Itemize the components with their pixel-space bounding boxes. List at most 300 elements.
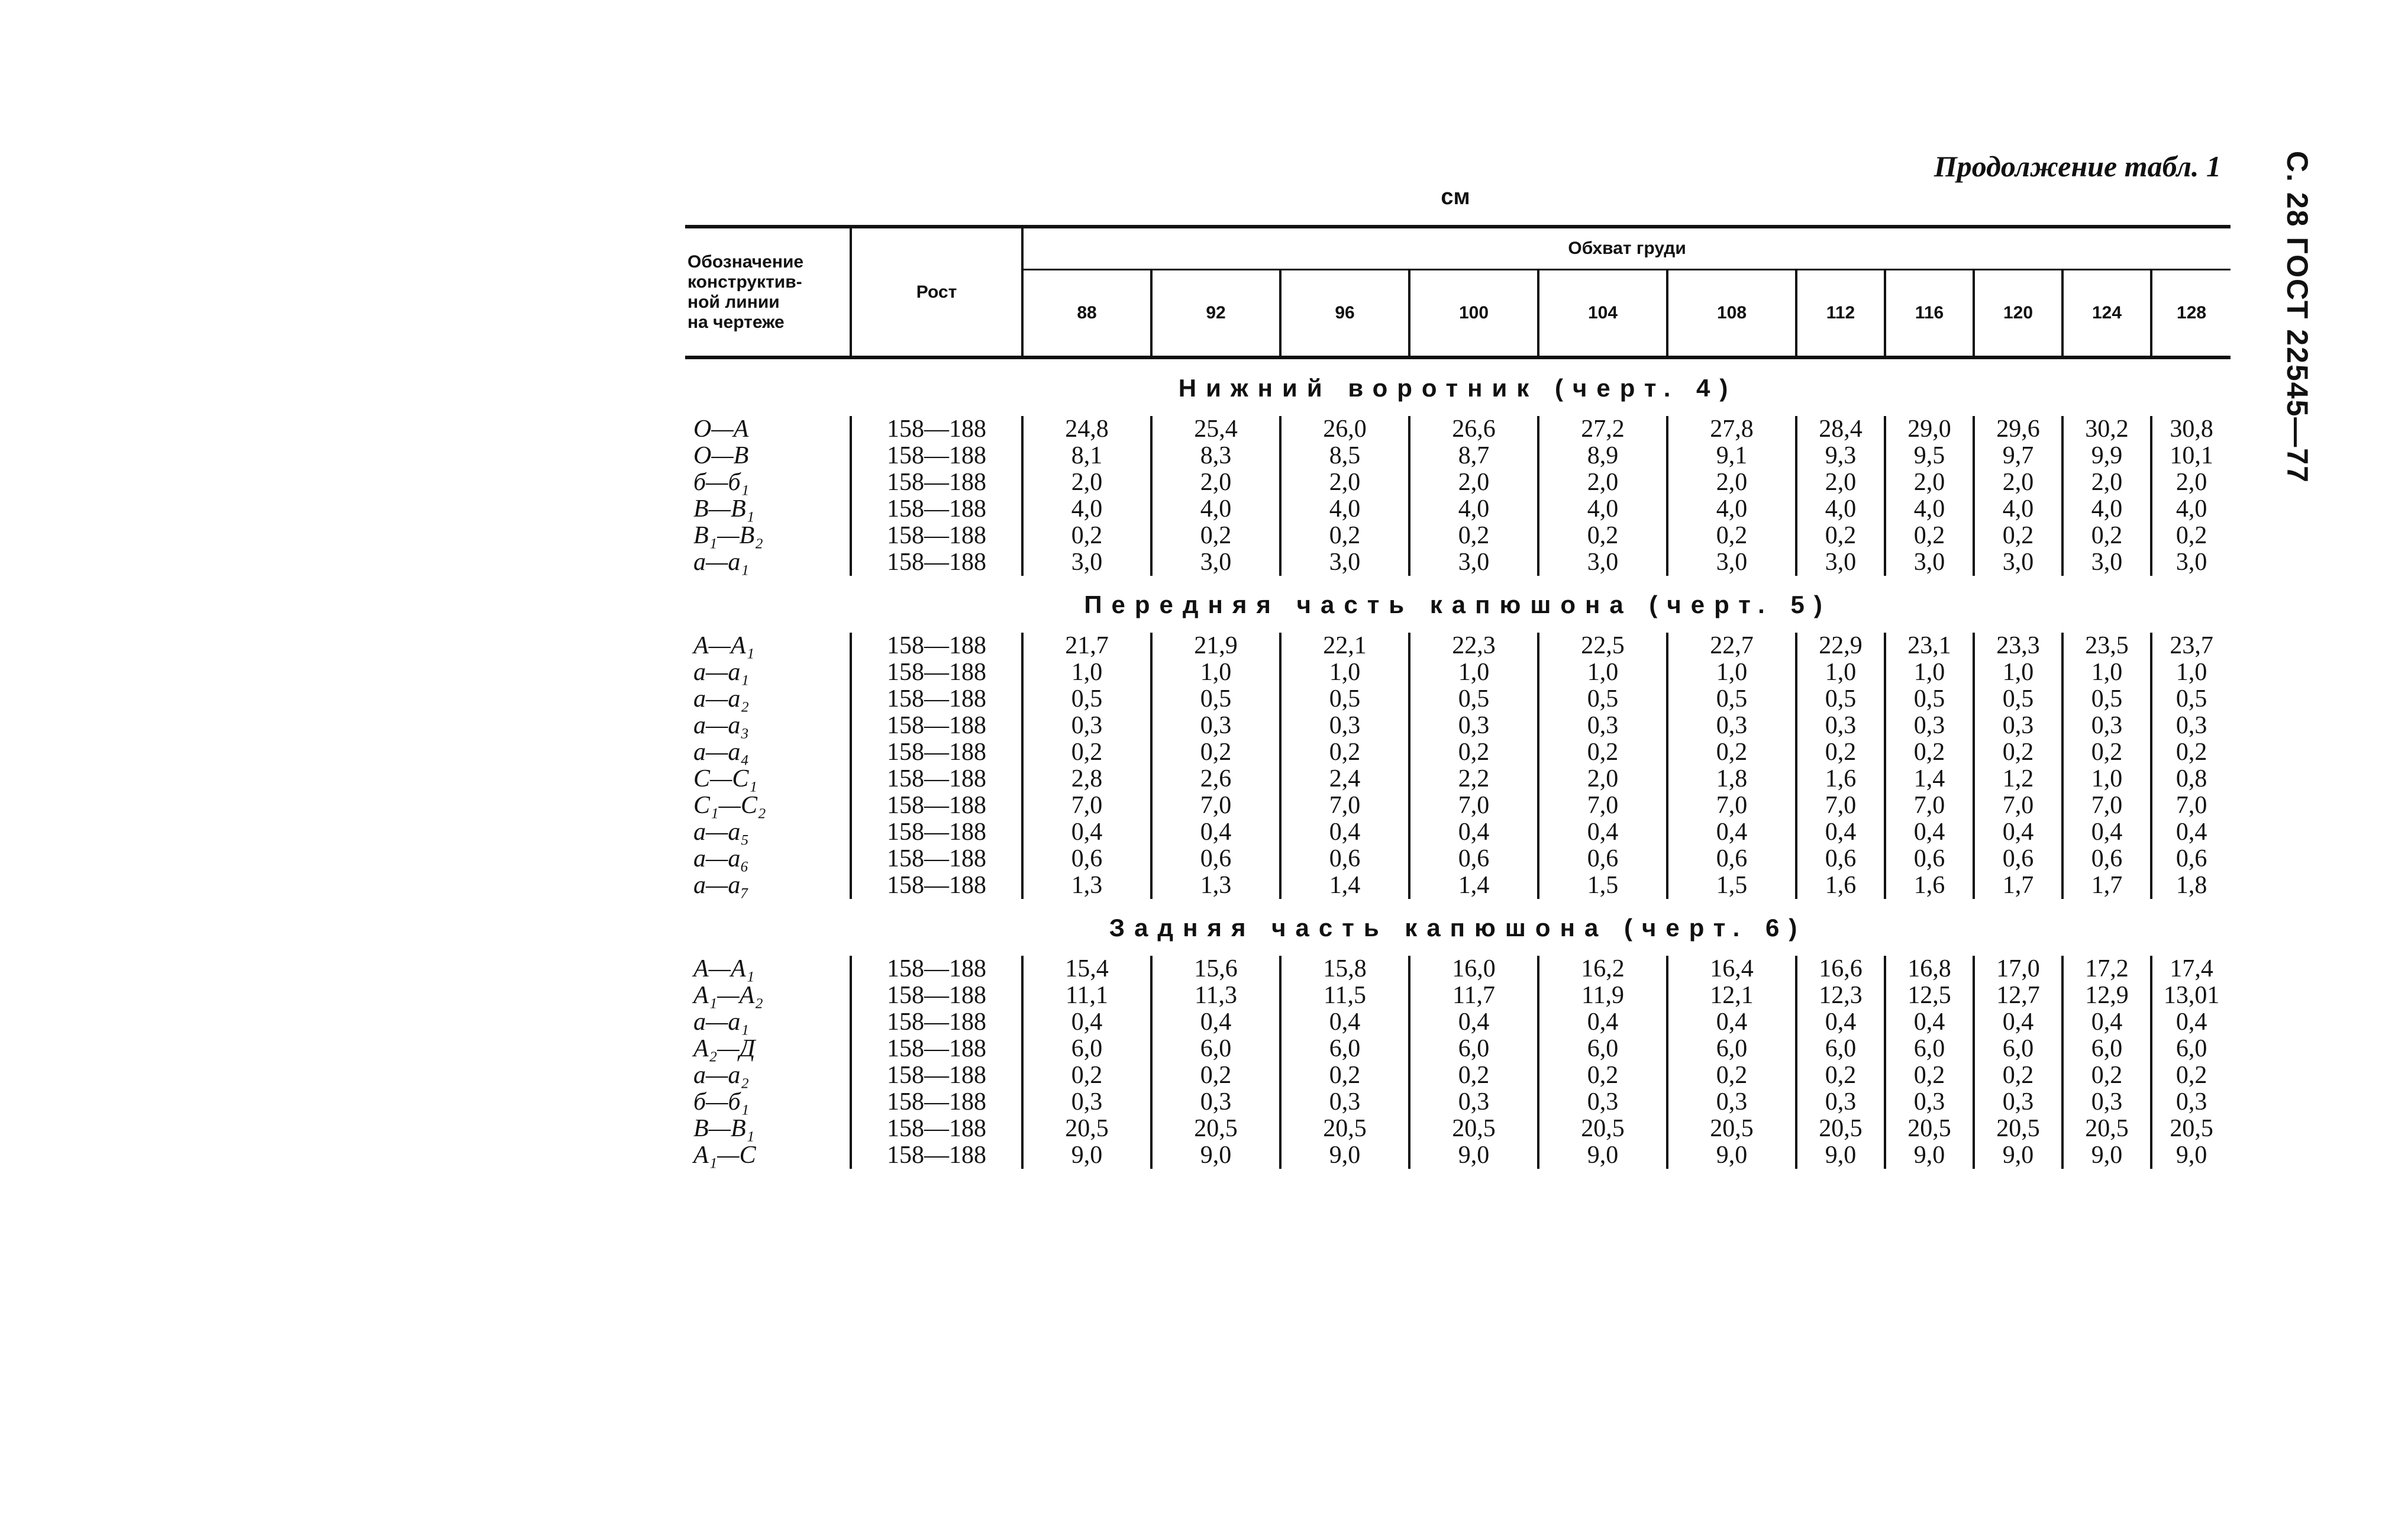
value-cell: 9,1 (1667, 443, 1796, 469)
value-cell: 23,1 (1885, 633, 1974, 659)
value-cell: 16,6 (1796, 956, 1885, 982)
value-cell: 4,0 (1796, 496, 1885, 523)
size-header: 120 (1974, 270, 2062, 358)
section-header-row (685, 576, 2231, 633)
value-cell: 8,3 (1151, 443, 1280, 469)
value-cell: 0,4 (1409, 819, 1538, 846)
value-cell: 0,2 (1280, 1062, 1409, 1089)
table-row (685, 686, 2231, 713)
value-cell: 0,2 (1974, 1062, 2062, 1089)
value-cell: 26,6 (1409, 416, 1538, 443)
table-row (685, 443, 2231, 469)
line-code-cell: а—а₃ (693, 712, 749, 739)
value-cell: 2,6 (1151, 766, 1280, 792)
value-cell: 0,2 (1667, 739, 1796, 766)
table-row (685, 633, 2231, 659)
growth-cell: 158—188 (851, 1116, 1022, 1142)
value-cell: 0,2 (2151, 739, 2231, 766)
value-cell: 9,0 (1409, 1142, 1538, 1169)
value-cell: 0,4 (2151, 1009, 2231, 1036)
line-code-cell: а—а₁ (693, 1008, 749, 1036)
value-cell: 23,5 (2062, 633, 2151, 659)
value-cell: 15,6 (1151, 956, 1280, 982)
value-cell: 0,3 (1796, 1089, 1885, 1116)
value-cell: 17,2 (2062, 956, 2151, 982)
value-cell: 11,9 (1538, 982, 1667, 1009)
value-cell: 0,3 (2151, 713, 2231, 739)
value-cell: 2,0 (1885, 469, 1974, 496)
value-cell: 2,4 (1280, 766, 1409, 792)
value-cell: 3,0 (1885, 549, 1974, 576)
growth-cell: 158—188 (851, 659, 1022, 686)
value-cell: 9,7 (1974, 443, 2062, 469)
value-cell: 1,6 (1796, 872, 1885, 899)
growth-cell: 158—188 (851, 633, 1022, 659)
table-row (685, 1089, 2231, 1116)
table-row (685, 766, 2231, 792)
chest-girth-header: Обхват груди (1022, 227, 2231, 270)
value-cell: 0,6 (1022, 846, 1151, 872)
value-cell: 22,5 (1538, 633, 1667, 659)
value-cell: 6,0 (1280, 1036, 1409, 1062)
value-cell: 0,4 (1022, 819, 1151, 846)
growth-cell: 158—188 (851, 686, 1022, 713)
value-cell: 25,4 (1151, 416, 1280, 443)
value-cell: 0,5 (1022, 686, 1151, 713)
table-body (685, 357, 2231, 1169)
table-row (685, 1116, 2231, 1142)
value-cell: 0,6 (1409, 846, 1538, 872)
value-cell: 27,8 (1667, 416, 1796, 443)
value-cell: 8,7 (1409, 443, 1538, 469)
value-cell: 0,5 (1538, 686, 1667, 713)
value-cell: 2,0 (1538, 469, 1667, 496)
value-cell: 9,5 (1885, 443, 1974, 469)
value-cell: 0,3 (1022, 713, 1151, 739)
table-row (685, 1062, 2231, 1089)
value-cell: 1,7 (2062, 872, 2151, 899)
growth-cell: 158—188 (851, 872, 1022, 899)
value-cell: 0,4 (1538, 819, 1667, 846)
value-cell: 1,0 (1885, 659, 1974, 686)
value-cell: 3,0 (1409, 549, 1538, 576)
section-header-row (685, 899, 2231, 956)
value-cell: 0,3 (1022, 1089, 1151, 1116)
value-cell: 2,0 (2062, 469, 2151, 496)
table-row (685, 496, 2231, 523)
value-cell: 0,2 (2062, 739, 2151, 766)
value-cell: 7,0 (1022, 792, 1151, 819)
growth-cell: 158—188 (851, 766, 1022, 792)
value-cell: 15,8 (1280, 956, 1409, 982)
value-cell: 24,8 (1022, 416, 1151, 443)
value-cell: 20,5 (1538, 1116, 1667, 1142)
value-cell: 22,7 (1667, 633, 1796, 659)
value-cell: 0,3 (1885, 1089, 1974, 1116)
value-cell: 2,2 (1409, 766, 1538, 792)
value-cell: 1,6 (1885, 872, 1974, 899)
value-cell: 0,2 (2062, 1062, 2151, 1089)
value-cell: 9,0 (1974, 1142, 2062, 1169)
value-cell: 2,0 (1667, 469, 1796, 496)
value-cell: 20,5 (2062, 1116, 2151, 1142)
value-cell: 0,3 (1151, 713, 1280, 739)
value-cell: 1,5 (1667, 872, 1796, 899)
value-cell: 20,5 (1885, 1116, 1974, 1142)
designation-header-line: Обозначение (687, 252, 804, 272)
value-cell: 0,2 (1538, 739, 1667, 766)
value-cell: 12,9 (2062, 982, 2151, 1009)
value-cell: 2,0 (1151, 469, 1280, 496)
value-cell: 0,2 (1409, 523, 1538, 549)
value-cell: 8,9 (1538, 443, 1667, 469)
value-cell: 12,3 (1796, 982, 1885, 1009)
section-title: Задняя часть капюшона (черт. 6) (1109, 913, 1807, 942)
value-cell: 0,5 (1667, 686, 1796, 713)
line-code-cell: б—б₁ (693, 469, 750, 496)
value-cell: 0,4 (1022, 1009, 1151, 1036)
line-code-cell: а—а₇ (693, 872, 749, 899)
value-cell: 0,4 (1409, 1009, 1538, 1036)
value-cell: 0,5 (1796, 686, 1885, 713)
value-cell: 1,0 (1796, 659, 1885, 686)
value-cell: 9,0 (2151, 1142, 2231, 1169)
value-cell: 15,4 (1022, 956, 1151, 982)
value-cell: 6,0 (1667, 1036, 1796, 1062)
value-cell: 3,0 (1667, 549, 1796, 576)
size-header: 124 (2062, 270, 2151, 358)
value-cell: 1,0 (1022, 659, 1151, 686)
value-cell: 0,4 (1974, 819, 2062, 846)
value-cell: 0,3 (2062, 713, 2151, 739)
value-cell: 0,2 (1796, 523, 1885, 549)
value-cell: 28,4 (1796, 416, 1885, 443)
value-cell: 1,2 (1974, 766, 2062, 792)
value-cell: 6,0 (1974, 1036, 2062, 1062)
growth-cell: 158—188 (851, 792, 1022, 819)
value-cell: 1,0 (1667, 659, 1796, 686)
value-cell: 0,2 (1022, 1062, 1151, 1089)
value-cell: 0,4 (1280, 819, 1409, 846)
value-cell: 16,2 (1538, 956, 1667, 982)
value-cell: 0,6 (2151, 846, 2231, 872)
line-code-cell: б—б₁ (693, 1088, 750, 1116)
table-row (685, 1142, 2231, 1169)
table-row (685, 982, 2231, 1009)
value-cell: 6,0 (1022, 1036, 1151, 1062)
value-cell: 0,6 (1974, 846, 2062, 872)
value-cell: 4,0 (1974, 496, 2062, 523)
line-code-cell: А₁—С (693, 1142, 756, 1169)
line-code-cell: А₁—А₂ (693, 982, 763, 1009)
value-cell: 0,2 (1974, 523, 2062, 549)
value-cell: 16,0 (1409, 956, 1538, 982)
value-cell: 0,2 (1151, 1062, 1280, 1089)
value-cell: 0,2 (1667, 1062, 1796, 1089)
value-cell: 2,0 (1022, 469, 1151, 496)
value-cell: 1,3 (1022, 872, 1151, 899)
value-cell: 4,0 (1885, 496, 1974, 523)
value-cell: 4,0 (1409, 496, 1538, 523)
value-cell: 0,2 (1151, 739, 1280, 766)
table-row (685, 846, 2231, 872)
value-cell: 12,7 (1974, 982, 2062, 1009)
line-code-cell: О—В (693, 442, 749, 469)
table-row (685, 659, 2231, 686)
value-cell: 9,0 (1885, 1142, 1974, 1169)
value-cell: 0,6 (1280, 846, 1409, 872)
size-header: 96 (1280, 270, 1409, 358)
line-code-cell: а—а₅ (693, 818, 749, 846)
value-cell: 4,0 (2062, 496, 2151, 523)
value-cell: 20,5 (1796, 1116, 1885, 1142)
value-cell: 4,0 (1022, 496, 1151, 523)
value-cell: 7,0 (2062, 792, 2151, 819)
value-cell: 11,7 (1409, 982, 1538, 1009)
value-cell: 0,3 (2062, 1089, 2151, 1116)
line-code-cell: а—а₄ (693, 739, 749, 766)
size-header: 88 (1022, 270, 1151, 358)
value-cell: 7,0 (1280, 792, 1409, 819)
value-cell: 3,0 (1538, 549, 1667, 576)
value-cell: 0,3 (2151, 1089, 2231, 1116)
value-cell: 1,0 (1974, 659, 2062, 686)
value-cell: 2,0 (1974, 469, 2062, 496)
growth-cell: 158—188 (851, 1062, 1022, 1089)
value-cell: 0,5 (1280, 686, 1409, 713)
page-side-header: С. 28 ГОСТ 22545—77 (2281, 151, 2314, 484)
value-cell: 0,2 (1796, 1062, 1885, 1089)
value-cell: 0,2 (1280, 523, 1409, 549)
value-cell: 6,0 (2062, 1036, 2151, 1062)
size-header: 100 (1409, 270, 1538, 358)
value-cell: 0,2 (1974, 739, 2062, 766)
value-cell: 0,2 (1280, 739, 1409, 766)
value-cell: 30,2 (2062, 416, 2151, 443)
value-cell: 0,6 (2062, 846, 2151, 872)
value-cell: 0,2 (1538, 1062, 1667, 1089)
value-cell: 4,0 (1667, 496, 1796, 523)
value-cell: 23,7 (2151, 633, 2231, 659)
value-cell: 0,4 (1667, 1009, 1796, 1036)
value-cell: 1,0 (2151, 659, 2231, 686)
value-cell: 6,0 (1409, 1036, 1538, 1062)
value-cell: 0,4 (1974, 1009, 2062, 1036)
table-row (685, 416, 2231, 443)
value-cell: 0,4 (1151, 1009, 1280, 1036)
growth-cell: 158—188 (851, 819, 1022, 846)
value-cell: 16,8 (1885, 956, 1974, 982)
line-code-cell: а—а₂ (693, 685, 749, 713)
growth-cell: 158—188 (851, 846, 1022, 872)
growth-cell: 158—188 (851, 713, 1022, 739)
value-cell: 0,3 (1280, 713, 1409, 739)
growth-cell: 158—188 (851, 469, 1022, 496)
value-cell: 4,0 (1280, 496, 1409, 523)
section-title: Нижний воротник (черт. 4) (1178, 373, 1738, 402)
value-cell: 6,0 (1796, 1036, 1885, 1062)
size-header: 112 (1796, 270, 1885, 358)
value-cell: 7,0 (1151, 792, 1280, 819)
value-cell: 0,2 (2151, 523, 2231, 549)
value-cell: 12,5 (1885, 982, 1974, 1009)
value-cell: 17,0 (1974, 956, 2062, 982)
value-cell: 7,0 (1796, 792, 1885, 819)
value-cell: 0,2 (1538, 523, 1667, 549)
value-cell: 1,0 (1151, 659, 1280, 686)
value-cell: 0,2 (1885, 1062, 1974, 1089)
line-code-cell: В₁—В₂ (693, 522, 763, 549)
value-cell: 1,4 (1885, 766, 1974, 792)
value-cell: 9,9 (2062, 443, 2151, 469)
value-cell: 9,0 (2062, 1142, 2151, 1169)
value-cell: 0,2 (1409, 739, 1538, 766)
growth-cell: 158—188 (851, 739, 1022, 766)
value-cell: 26,0 (1280, 416, 1409, 443)
size-header: 128 (2151, 270, 2231, 358)
value-cell: 20,5 (1409, 1116, 1538, 1142)
line-code-cell: В—В₁ (693, 1115, 755, 1142)
value-cell: 2,0 (2151, 469, 2231, 496)
table-row (685, 956, 2231, 982)
value-cell: 1,0 (2062, 659, 2151, 686)
table-row (685, 549, 2231, 576)
growth-cell: 158—188 (851, 416, 1022, 443)
value-cell: 9,0 (1796, 1142, 1885, 1169)
value-cell: 0,2 (1796, 739, 1885, 766)
value-cell: 22,9 (1796, 633, 1885, 659)
value-cell: 21,9 (1151, 633, 1280, 659)
value-cell: 0,5 (2062, 686, 2151, 713)
value-cell: 12,1 (1667, 982, 1796, 1009)
value-cell: 3,0 (1151, 549, 1280, 576)
value-cell: 0,4 (1151, 819, 1280, 846)
value-cell: 20,5 (1280, 1116, 1409, 1142)
value-cell: 9,0 (1022, 1142, 1151, 1169)
value-cell: 0,5 (1409, 686, 1538, 713)
measurement-table (685, 225, 2231, 1169)
value-cell: 7,0 (1885, 792, 1974, 819)
growth-cell: 158—188 (851, 1142, 1022, 1169)
value-cell: 0,8 (2151, 766, 2231, 792)
table-row (685, 819, 2231, 846)
value-cell: 6,0 (1151, 1036, 1280, 1062)
line-code-cell: О—А (693, 415, 749, 443)
value-cell: 0,2 (2151, 1062, 2231, 1089)
size-header: 108 (1667, 270, 1796, 358)
value-cell: 3,0 (1280, 549, 1409, 576)
value-cell: 8,1 (1022, 443, 1151, 469)
value-cell: 29,0 (1885, 416, 1974, 443)
value-cell: 0,3 (1538, 1089, 1667, 1116)
value-cell: 29,6 (1974, 416, 2062, 443)
value-cell: 0,6 (1667, 846, 1796, 872)
designation-header-line: ной линии (687, 292, 780, 312)
section-header-row (685, 357, 2231, 416)
value-cell: 0,6 (1885, 846, 1974, 872)
value-cell: 0,2 (1667, 523, 1796, 549)
value-cell: 7,0 (1667, 792, 1796, 819)
line-code-cell: С₁—С₂ (693, 792, 766, 819)
value-cell: 0,4 (1280, 1009, 1409, 1036)
value-cell: 0,2 (1885, 523, 1974, 549)
value-cell: 1,0 (1280, 659, 1409, 686)
value-cell: 0,3 (1667, 713, 1796, 739)
size-header: 116 (1885, 270, 1974, 358)
line-code-cell: а—а₁ (693, 549, 749, 576)
table-row (685, 523, 2231, 549)
value-cell: 1,0 (1538, 659, 1667, 686)
value-cell: 7,0 (2151, 792, 2231, 819)
value-cell: 0,3 (1538, 713, 1667, 739)
value-cell: 0,4 (1796, 819, 1885, 846)
value-cell: 1,0 (2062, 766, 2151, 792)
value-cell: 10,1 (2151, 443, 2231, 469)
value-cell: 3,0 (2151, 549, 2231, 576)
value-cell: 20,5 (1667, 1116, 1796, 1142)
line-code-cell: А₂—Д (693, 1035, 756, 1062)
value-cell: 0,5 (1885, 686, 1974, 713)
section-title: Передняя часть капюшона (черт. 5) (1084, 590, 1832, 618)
value-cell: 0,4 (1538, 1009, 1667, 1036)
value-cell: 1,6 (1796, 766, 1885, 792)
value-cell: 7,0 (1538, 792, 1667, 819)
growth-cell: 158—188 (851, 496, 1022, 523)
value-cell: 13,01 (2151, 982, 2231, 1009)
unit-label: см (1441, 185, 1470, 209)
value-cell: 23,3 (1974, 633, 2062, 659)
value-cell: 22,1 (1280, 633, 1409, 659)
line-code-cell: А—А₁ (693, 955, 755, 982)
value-cell: 0,3 (1974, 713, 2062, 739)
value-cell: 9,0 (1667, 1142, 1796, 1169)
value-cell: 1,3 (1151, 872, 1280, 899)
value-cell: 7,0 (1974, 792, 2062, 819)
table-row (685, 1036, 2231, 1062)
line-code-cell: В—В₁ (693, 495, 755, 523)
value-cell: 1,8 (2151, 872, 2231, 899)
size-header: 92 (1151, 270, 1280, 358)
value-cell: 0,3 (1409, 713, 1538, 739)
growth-cell: 158—188 (851, 1009, 1022, 1036)
line-code-cell: А—А₁ (693, 632, 755, 659)
growth-cell: 158—188 (851, 1089, 1022, 1116)
value-cell: 6,0 (1538, 1036, 1667, 1062)
value-cell: 6,0 (1885, 1036, 1974, 1062)
value-cell: 0,2 (1409, 1062, 1538, 1089)
value-cell: 0,4 (1796, 1009, 1885, 1036)
growth-cell: 158—188 (851, 956, 1022, 982)
line-code-cell: а—а₁ (693, 659, 749, 686)
table-row (685, 739, 2231, 766)
value-cell: 0,3 (1151, 1089, 1280, 1116)
value-cell: 0,3 (1796, 713, 1885, 739)
value-cell: 3,0 (1974, 549, 2062, 576)
value-cell: 0,4 (2151, 819, 2231, 846)
value-cell: 2,0 (1538, 766, 1667, 792)
value-cell: 0,4 (2062, 819, 2151, 846)
value-cell: 0,2 (2062, 523, 2151, 549)
value-cell: 0,6 (1151, 846, 1280, 872)
value-cell: 1,5 (1538, 872, 1667, 899)
value-cell: 0,3 (1280, 1089, 1409, 1116)
value-cell: 7,0 (1409, 792, 1538, 819)
value-cell: 0,2 (1151, 523, 1280, 549)
value-cell: 9,0 (1538, 1142, 1667, 1169)
value-cell: 16,4 (1667, 956, 1796, 982)
value-cell: 11,5 (1280, 982, 1409, 1009)
value-cell: 30,8 (2151, 416, 2231, 443)
